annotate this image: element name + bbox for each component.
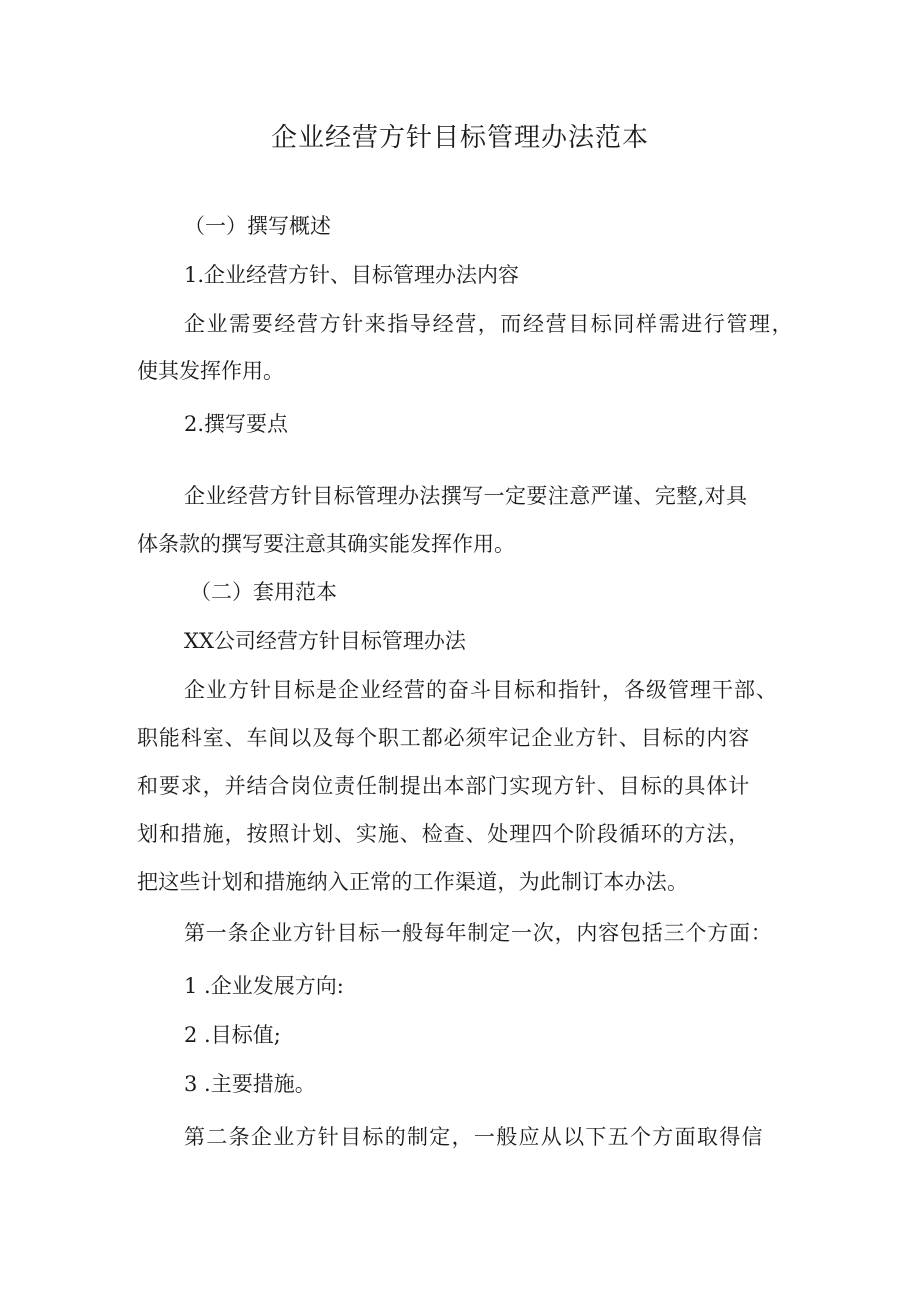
item-heading-key-points: 2.撰写要点 bbox=[184, 412, 289, 436]
list-item: 3 .主要措施。 bbox=[184, 1072, 316, 1096]
paragraph-text: 把这些计划和措施纳入正常的工作渠道，为此制订本办法。 bbox=[137, 870, 689, 894]
paragraph-text: 和要求，并结合岗位责任制提出本部门实现方针、目标的具体计 bbox=[137, 774, 751, 798]
list-item: 1 .企业发展方向: bbox=[184, 974, 344, 998]
paragraph-text: 体条款的撰写要注意其确实能发挥作用。 bbox=[137, 532, 515, 556]
document-title: 企业经营方针目标管理办法范本 bbox=[270, 123, 649, 153]
paragraph-text: 划和措施，按照计划、实施、检查、处理四个阶段循环的方法， bbox=[137, 822, 751, 846]
paragraph-text: 使其发挥作用。 bbox=[137, 359, 284, 383]
section-heading-overview: （一）撰写概述 bbox=[184, 214, 331, 238]
item-heading-content: 1.企业经营方针、目标管理办法内容 bbox=[184, 263, 520, 287]
paragraph-text: 职能科室、车间以及每个职工都必须牢记企业方针、目标的内容 bbox=[137, 726, 751, 750]
article-two: 第二条企业方针目标的制定，一般应从以下五个方面取得信 bbox=[184, 1125, 764, 1149]
template-title: XX公司经营方针目标管理办法 bbox=[184, 629, 466, 653]
paragraph-text: 企业需要经营方针来指导经营，而经营目标同样需进行管理， bbox=[184, 312, 795, 336]
list-item: 2 .目标值; bbox=[184, 1023, 281, 1047]
paragraph-text: 企业方针目标是企业经营的奋斗目标和指针，各级管理干部、 bbox=[184, 678, 778, 702]
article-one: 第一条企业方针目标一般每年制定一次，内容包括三个方面： bbox=[184, 921, 773, 945]
section-heading-template: （二）套用范本 bbox=[190, 580, 337, 604]
paragraph-text: 企业经营方针目标管理办法撰写一定要注意严谨、完整,对具 bbox=[184, 484, 748, 508]
